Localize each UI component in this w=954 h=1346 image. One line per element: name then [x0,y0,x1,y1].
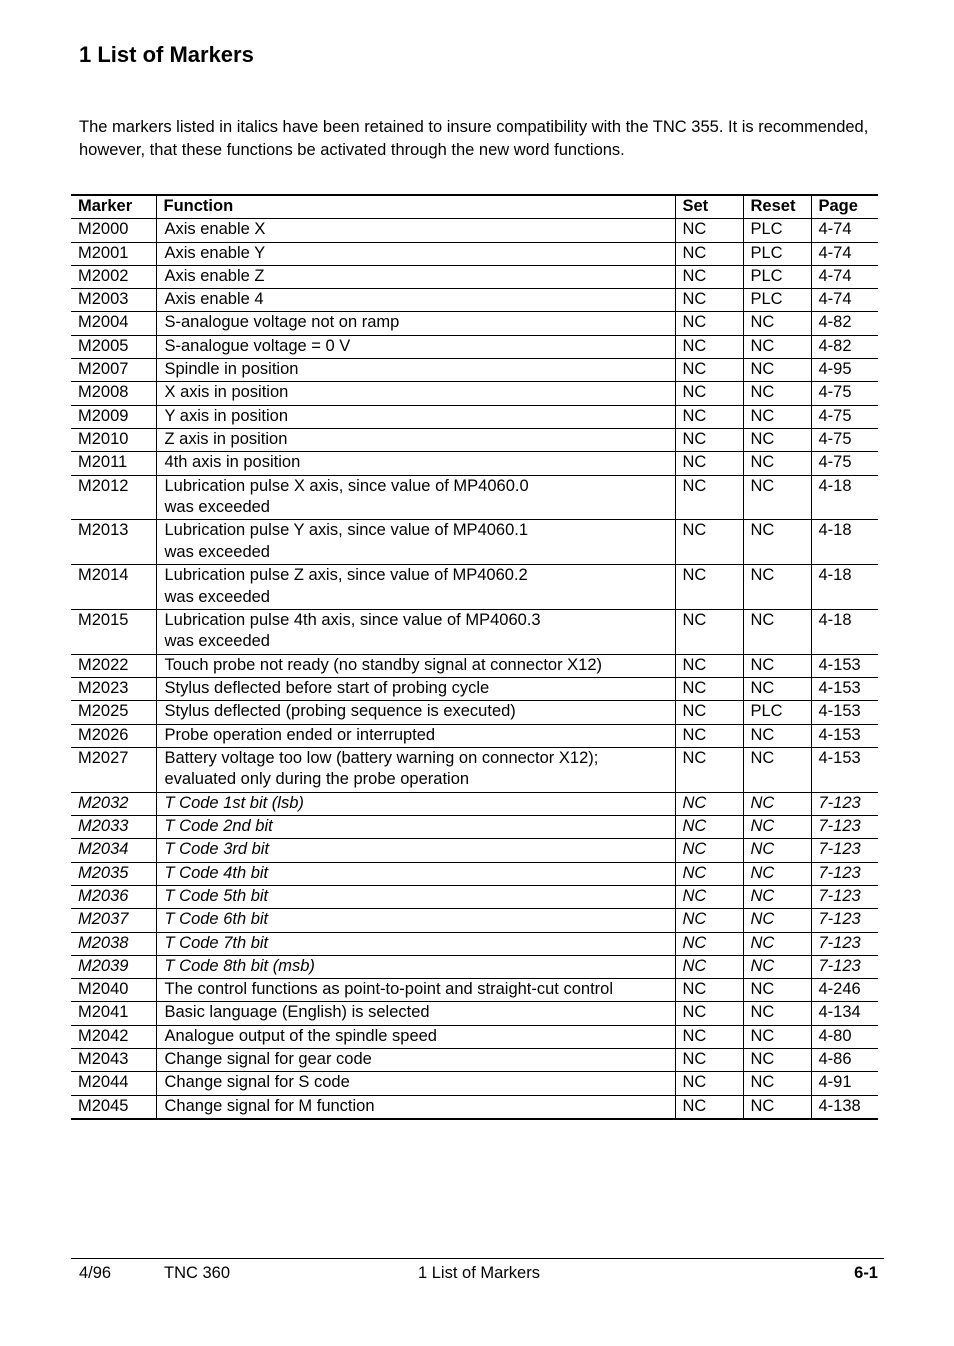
table-row [71,816,878,839]
cell-function: Lubrication pulse Y axis, since value of MP4060.1 was exceeded [156,520,675,565]
cell-set: NC [675,816,743,839]
cell-set: NC [675,1072,743,1095]
cell-reset: NC [743,839,811,862]
cell-marker: M2003 [71,289,156,312]
table-row [71,289,878,312]
cell-reset: NC [743,747,811,792]
cell-reset: NC [743,335,811,358]
cell-reset: NC [743,565,811,610]
cell-page: 7-123 [811,816,878,839]
cell-reset: NC [743,678,811,701]
cell-function: T Code 7th bit [156,932,675,955]
cell-set: NC [675,609,743,654]
cell-function: T Code 2nd bit [156,816,675,839]
cell-page: 4-153 [811,747,878,792]
table-row [71,701,878,724]
marker-table [71,194,878,1120]
table-row [71,219,878,242]
footer-section: 1 List of Markers [418,1264,540,1282]
cell-set: NC [675,335,743,358]
cell-page: 4-91 [811,1072,878,1095]
cell-page: 4-75 [811,428,878,451]
cell-page: 4-134 [811,1002,878,1025]
cell-set: NC [675,747,743,792]
cell-function: The control functions as point-to-point and straight-cut control [156,979,675,1002]
cell-set: NC [675,701,743,724]
cell-function: Lubrication pulse X axis, since value of MP4060.0 was exceeded [156,475,675,520]
cell-page: 4-82 [811,335,878,358]
cell-page: 7-123 [811,932,878,955]
cell-page: 7-123 [811,885,878,908]
table-row [71,452,878,475]
cell-function: Change signal for M function [156,1095,675,1119]
cell-marker: M2012 [71,475,156,520]
cell-function: Z axis in position [156,428,675,451]
page-title: 1 List of Markers [79,42,254,67]
cell-page: 4-153 [811,701,878,724]
cell-reset: NC [743,1025,811,1048]
cell-marker: M2023 [71,678,156,701]
cell-function: Stylus deflected (probing sequence is executed) [156,701,675,724]
cell-marker: M2032 [71,792,156,815]
cell-marker: M2043 [71,1049,156,1072]
cell-marker: M2039 [71,955,156,978]
cell-marker: M2037 [71,909,156,932]
cell-reset: NC [743,609,811,654]
cell-marker: M2009 [71,405,156,428]
cell-marker: M2007 [71,359,156,382]
cell-page: 4-74 [811,242,878,265]
cell-function: Change signal for gear code [156,1049,675,1072]
cell-reset: NC [743,724,811,747]
cell-function: T Code 3rd bit [156,839,675,862]
table-row [71,792,878,815]
cell-set: NC [675,289,743,312]
footer-product: TNC 360 [164,1264,231,1282]
cell-reset: NC [743,792,811,815]
cell-function: T Code 4th bit [156,862,675,885]
cell-set: NC [675,405,743,428]
cell-marker: M2010 [71,428,156,451]
cell-reset: NC [743,475,811,520]
cell-reset: PLC [743,219,811,242]
cell-set: NC [675,885,743,908]
cell-page: 4-86 [811,1049,878,1072]
cell-page: 4-153 [811,678,878,701]
cell-page: 7-123 [811,955,878,978]
cell-reset: NC [743,405,811,428]
cell-function: T Code 6th bit [156,909,675,932]
table-row [71,609,878,654]
intro-paragraph: The markers listed in italics have been retained to insure compatibility with the TNC 355. It is recommended, however, that these functions be activated through the new word functions. [79,118,869,159]
column-header-set: Set [675,195,743,219]
cell-function: Lubrication pulse Z axis, since value of MP4060.2 was exceeded [156,565,675,610]
cell-set: NC [675,520,743,565]
table-row [71,1049,878,1072]
cell-page: 4-74 [811,219,878,242]
table-row [71,979,878,1002]
cell-page: 7-123 [811,792,878,815]
cell-function: Stylus deflected before start of probing cycle [156,678,675,701]
footer-date: 4/96 [79,1264,112,1282]
cell-marker: M2013 [71,520,156,565]
table-row [71,335,878,358]
cell-marker: M2044 [71,1072,156,1095]
cell-page: 4-75 [811,382,878,405]
cell-page: 4-95 [811,359,878,382]
cell-set: NC [675,265,743,288]
cell-reset: NC [743,1072,811,1095]
cell-marker: M2000 [71,219,156,242]
marker-rows [71,219,878,1119]
table-row [71,1002,878,1025]
cell-page: 4-18 [811,520,878,565]
table-row [71,312,878,335]
table-row [71,885,878,908]
cell-reset: NC [743,909,811,932]
cell-set: NC [675,678,743,701]
cell-set: NC [675,654,743,677]
cell-page: 4-80 [811,1025,878,1048]
table-row [71,678,878,701]
table-row [71,909,878,932]
cell-set: NC [675,428,743,451]
cell-reset: NC [743,382,811,405]
cell-function: Probe operation ended or interrupted [156,724,675,747]
cell-function: Change signal for S code [156,1072,675,1095]
cell-function: T Code 8th bit (msb) [156,955,675,978]
cell-set: NC [675,979,743,1002]
cell-set: NC [675,792,743,815]
cell-set: NC [675,1002,743,1025]
cell-marker: M2002 [71,265,156,288]
cell-page: 4-74 [811,265,878,288]
cell-marker: M2042 [71,1025,156,1048]
cell-function: Y axis in position [156,405,675,428]
cell-reset: PLC [743,289,811,312]
cell-marker: M2033 [71,816,156,839]
cell-page: 4-75 [811,405,878,428]
cell-reset: NC [743,520,811,565]
cell-marker: M2004 [71,312,156,335]
cell-reset: PLC [743,265,811,288]
cell-marker: M2027 [71,747,156,792]
cell-marker: M2035 [71,862,156,885]
cell-page: 7-123 [811,909,878,932]
cell-function: X axis in position [156,382,675,405]
cell-set: NC [675,1095,743,1119]
cell-page: 4-82 [811,312,878,335]
cell-marker: M2022 [71,654,156,677]
cell-set: NC [675,312,743,335]
table-row [71,265,878,288]
cell-marker: M2014 [71,565,156,610]
footer-page-number: 6-1 [854,1264,878,1282]
table-row [71,565,878,610]
cell-set: NC [675,955,743,978]
cell-set: NC [675,1025,743,1048]
table-row [71,654,878,677]
table-row [71,839,878,862]
cell-set: NC [675,219,743,242]
table-row [71,955,878,978]
cell-set: NC [675,724,743,747]
cell-page: 4-138 [811,1095,878,1119]
cell-reset: NC [743,654,811,677]
table-header-row [71,195,878,219]
cell-set: NC [675,862,743,885]
cell-function: Lubrication pulse 4th axis, since value of MP4060.3 was exceeded [156,609,675,654]
table-row [71,359,878,382]
table-row [71,405,878,428]
cell-marker: M2045 [71,1095,156,1119]
cell-marker: M2038 [71,932,156,955]
column-header-function: Function [156,195,675,219]
cell-page: 4-18 [811,475,878,520]
table-row [71,520,878,565]
cell-function: Axis enable X [156,219,675,242]
cell-marker: M2034 [71,839,156,862]
cell-set: NC [675,475,743,520]
table-row [71,724,878,747]
cell-function: Axis enable Z [156,265,675,288]
column-header-marker: Marker [71,195,156,219]
cell-function: Battery voltage too low (battery warning on connector X12); evaluated only during the probe operation [156,747,675,792]
cell-set: NC [675,359,743,382]
cell-set: NC [675,242,743,265]
cell-set: NC [675,382,743,405]
cell-reset: NC [743,979,811,1002]
cell-reset: NC [743,816,811,839]
cell-set: NC [675,909,743,932]
column-header-page: Page [811,195,878,219]
cell-page: 7-123 [811,839,878,862]
table-row [71,382,878,405]
cell-marker: M2011 [71,452,156,475]
table-row [71,862,878,885]
cell-function: Analogue output of the spindle speed [156,1025,675,1048]
cell-function: 4th axis in position [156,452,675,475]
cell-function: Touch probe not ready (no standby signal at connector X12) [156,654,675,677]
cell-marker: M2041 [71,1002,156,1025]
cell-marker: M2026 [71,724,156,747]
cell-page: 4-153 [811,654,878,677]
cell-marker: M2025 [71,701,156,724]
cell-function: Basic language (English) is selected [156,1002,675,1025]
cell-page: 4-246 [811,979,878,1002]
column-header-reset: Reset [743,195,811,219]
cell-marker: M2040 [71,979,156,1002]
cell-set: NC [675,565,743,610]
cell-reset: NC [743,862,811,885]
cell-reset: NC [743,955,811,978]
table-row [71,1025,878,1048]
cell-reset: NC [743,1095,811,1119]
cell-marker: M2008 [71,382,156,405]
table-row [71,932,878,955]
cell-reset: NC [743,885,811,908]
table-row [71,1095,878,1119]
cell-reset: NC [743,1002,811,1025]
cell-reset: NC [743,312,811,335]
cell-page: 4-153 [811,724,878,747]
cell-reset: PLC [743,701,811,724]
cell-marker: M2036 [71,885,156,908]
cell-function: Spindle in position [156,359,675,382]
cell-function: T Code 1st bit (lsb) [156,792,675,815]
cell-reset: NC [743,359,811,382]
cell-function: T Code 5th bit [156,885,675,908]
cell-marker: M2015 [71,609,156,654]
cell-set: NC [675,1049,743,1072]
cell-page: 4-75 [811,452,878,475]
cell-set: NC [675,932,743,955]
cell-set: NC [675,839,743,862]
table-row [71,1072,878,1095]
cell-page: 4-74 [811,289,878,312]
cell-reset: PLC [743,242,811,265]
cell-marker: M2001 [71,242,156,265]
cell-set: NC [675,452,743,475]
cell-function: Axis enable 4 [156,289,675,312]
table-row [71,475,878,520]
table-row [71,747,878,792]
cell-reset: NC [743,1049,811,1072]
table-row [71,242,878,265]
cell-function: S-analogue voltage not on ramp [156,312,675,335]
table-row [71,428,878,451]
page-footer [71,1258,884,1282]
cell-reset: NC [743,932,811,955]
cell-reset: NC [743,428,811,451]
cell-reset: NC [743,452,811,475]
cell-function: Axis enable Y [156,242,675,265]
cell-marker: M2005 [71,335,156,358]
cell-page: 4-18 [811,565,878,610]
cell-function: S-analogue voltage = 0 V [156,335,675,358]
cell-page: 7-123 [811,862,878,885]
cell-page: 4-18 [811,609,878,654]
